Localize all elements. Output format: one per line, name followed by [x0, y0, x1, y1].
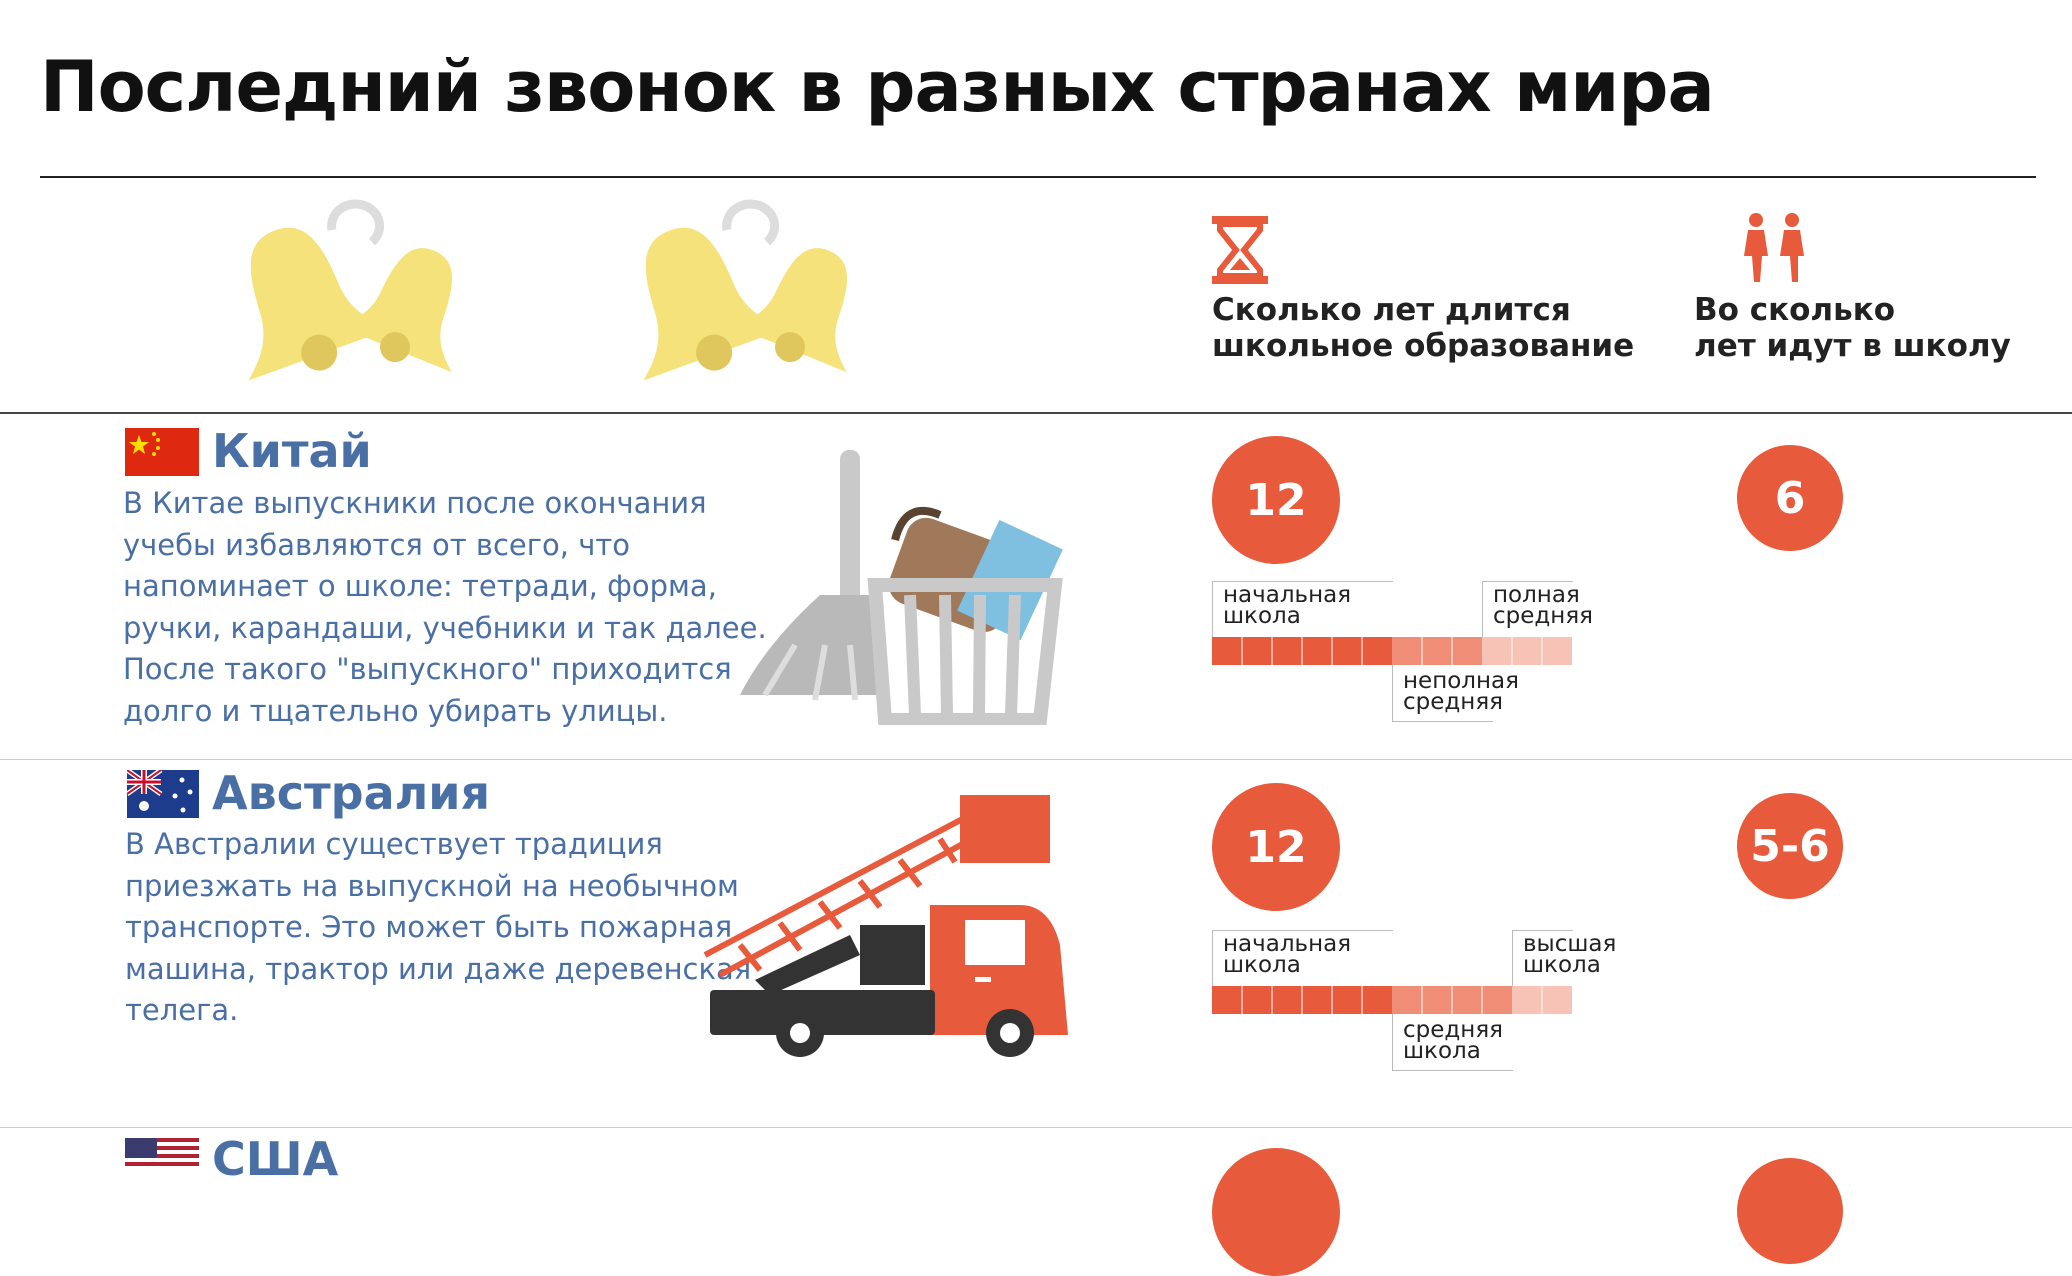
stage-label-second: неполная средняя — [1403, 668, 1519, 715]
stages-bar — [1212, 986, 1574, 1014]
duration-column-header: Сколько лет длится школьное образование — [1212, 292, 1635, 364]
country-description: В Австралии существует традиция приезжать на выпускной на необычном транспорте. Это может быть пожарная машина, трактор или даже деревенская телега. — [125, 827, 752, 1027]
stage-label-second: средняя школа — [1403, 1017, 1504, 1064]
australia-flag-icon — [127, 770, 199, 818]
years-badge: 12 — [1212, 783, 1340, 911]
page-title: Последний звонок в разных странах мира — [40, 46, 1714, 128]
schoolkids-icon — [1738, 212, 1812, 286]
stage-label-third: полная средняя — [1493, 582, 1594, 629]
stage-label-third: высшая школа — [1523, 931, 1617, 978]
start-age-badge — [1737, 1158, 1843, 1264]
trash-basket-broom-icon — [735, 445, 1075, 725]
china-flag-icon — [125, 428, 199, 476]
hourglass-icon — [1210, 214, 1270, 286]
country-name: Китай — [212, 424, 372, 478]
stage-label-first: начальная школа — [1223, 582, 1352, 629]
years-badge — [1212, 1148, 1340, 1276]
years-badge: 12 — [1212, 436, 1340, 564]
bells-icon — [575, 190, 905, 410]
title-divider — [40, 176, 2036, 178]
country-name: Австралия — [212, 766, 491, 820]
stages-bar — [1212, 637, 1574, 665]
country-description: В Китае выпускники после окончания учебы избавляются от всего, что напоминает о школе: тетради, форма, ручки, карандаши, учебники и так далее. После такого "выпускного" приходится долго и тщательно убирать улицы. — [123, 486, 767, 728]
row-divider — [0, 1127, 2072, 1128]
row-divider — [0, 759, 2072, 760]
fire-truck-icon — [700, 795, 1080, 1060]
start-age-column-header: Во сколько лет идут в школу — [1694, 292, 2011, 364]
bells-icon — [180, 190, 510, 410]
country-name: США — [212, 1132, 339, 1186]
start-age-badge: 5-6 — [1737, 793, 1843, 899]
usa-flag-icon — [125, 1138, 199, 1170]
start-age-badge: 6 — [1737, 445, 1843, 551]
header-divider — [0, 412, 2072, 414]
stage-label-first: начальная школа — [1223, 931, 1352, 978]
